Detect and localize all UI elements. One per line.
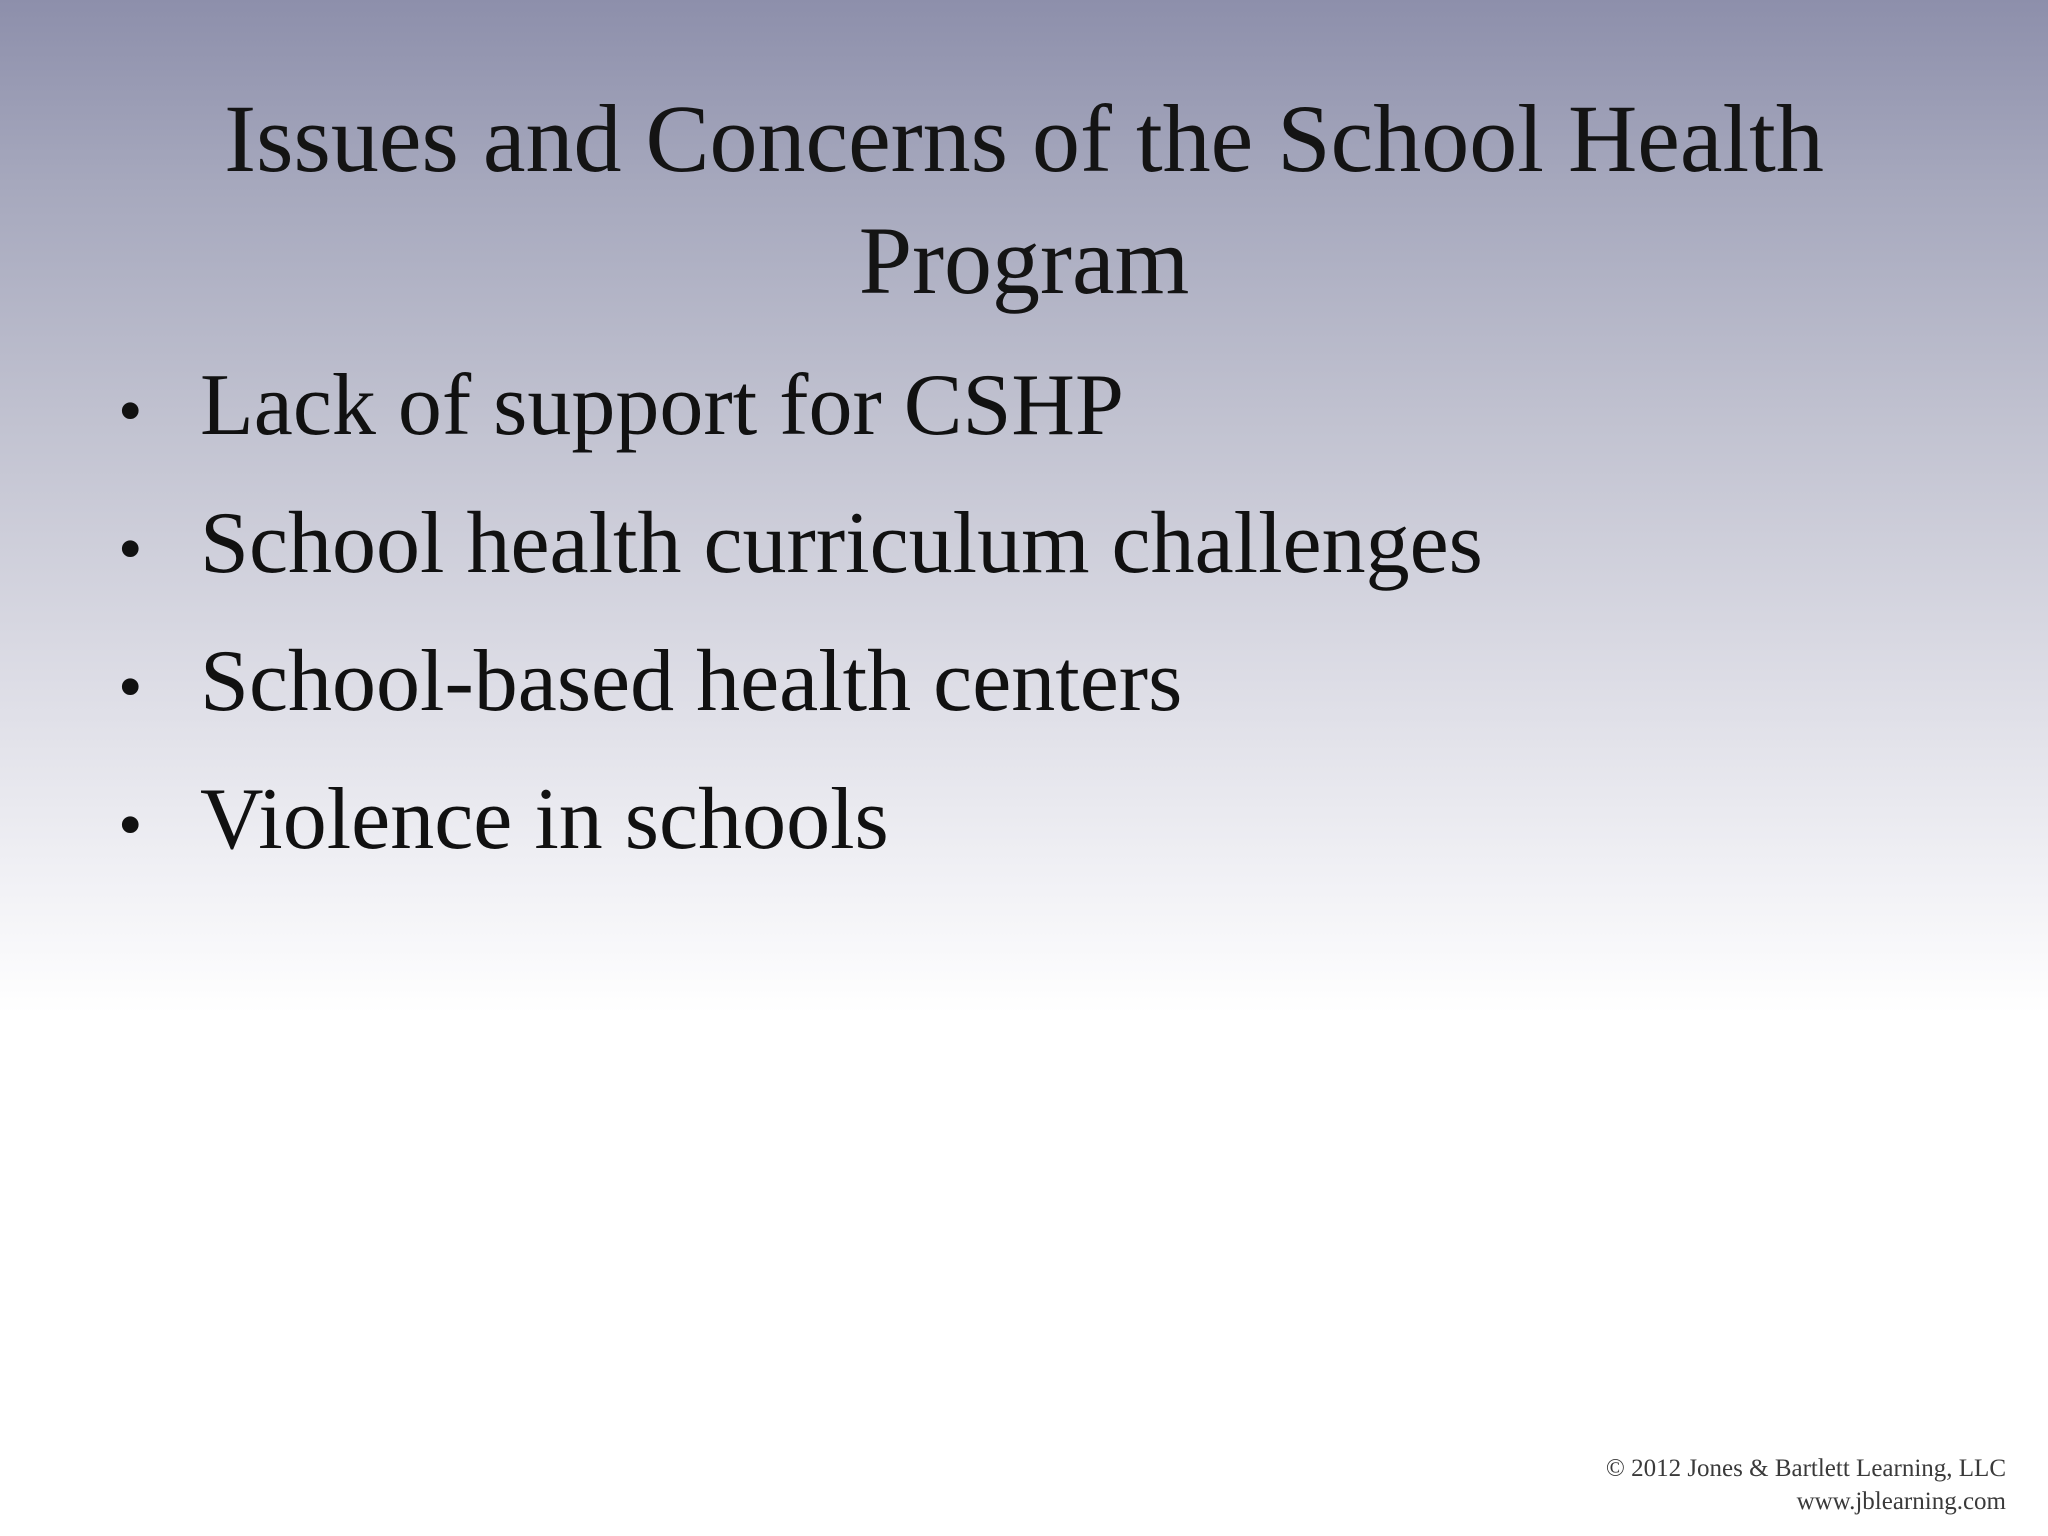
bullet-text: School health curriculum challenges [200, 495, 1483, 592]
bullet-text: Lack of support for CSHP [200, 357, 1124, 454]
bullet-list [118, 340, 1918, 892]
bullet-marker: • [118, 511, 143, 588]
slide-title [110, 78, 1938, 322]
publisher-footer [1606, 1452, 2006, 1518]
bullet-marker: • [118, 373, 143, 450]
bullet-marker: • [118, 649, 143, 726]
slide-title-line-2: Program [858, 207, 1190, 314]
bullet-item-violence [118, 754, 1918, 892]
bullet-marker: • [118, 787, 143, 864]
bullet-text: Violence in schools [200, 771, 889, 868]
bullet-item-health-centers [118, 616, 1918, 754]
bullet-item-lack-of-support [118, 340, 1918, 478]
copyright-text: © 2012 Jones & Bartlett Learning, LLC [1605, 1455, 2006, 1482]
website-text: www.jblearning.com [1796, 1488, 2006, 1515]
bullet-text: School-based health centers [200, 633, 1183, 730]
slide-title-line-1: Issues and Concerns of the School Health [224, 85, 1824, 192]
bullet-item-curriculum-challenges [118, 478, 1918, 616]
